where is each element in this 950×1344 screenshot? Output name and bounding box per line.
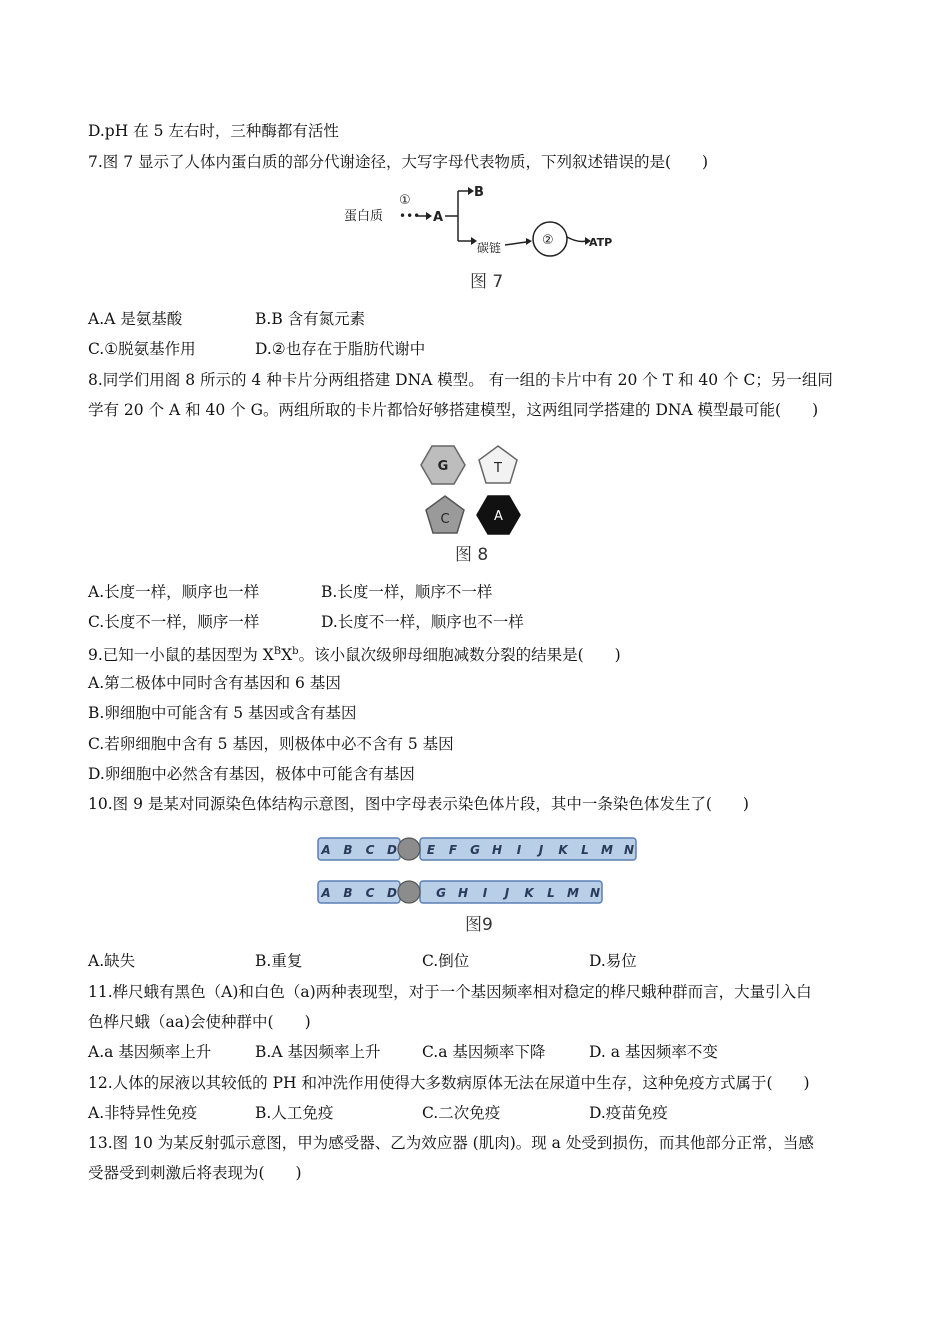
chromosome-1-segment-j: J bbox=[538, 843, 544, 857]
q7-stem: 7.图 7 显示了人体内蛋白质的部分代谢途径，大写字母代表物质，下列叙述错误的是( ) bbox=[88, 153, 709, 171]
q12-stem: 12.人体的尿液以其较低的 PH 和冲洗作用使得大多数病原体无法在尿道中生存，这种免疫方式属于( ) bbox=[88, 1074, 810, 1092]
fig7-carbon-label: 碳链 bbox=[477, 241, 502, 255]
chromosome-1-segment-m: M bbox=[601, 843, 613, 857]
chromosome-2-segment-n: N bbox=[589, 886, 601, 900]
chromosome-1-segment-c: C bbox=[365, 843, 375, 857]
q7-option-d: D.②也存在于脂肪代谢中 bbox=[255, 340, 426, 358]
chromosome-2-segment-a: A bbox=[321, 886, 331, 900]
chromosome-2-segment-d: D bbox=[387, 886, 397, 900]
q10-option-a: A.缺失 bbox=[88, 952, 136, 970]
q12-option-a: A.非特异性免疫 bbox=[88, 1104, 198, 1122]
q10-stem: 10.图 9 是某对同源染色体结构示意图，图中字母表示染色体片段，其中一条染色体发生了( ) bbox=[88, 795, 749, 813]
chromosome-1-segment-b: B bbox=[343, 843, 353, 857]
chromosome-1-segment-g: G bbox=[470, 843, 480, 857]
chromosome-1-segment-d: D bbox=[387, 843, 397, 857]
q8-stem-line2: 学有 20 个 A 和 40 个 G。两组所取的卡片都恰好够搭建模型，这两组同学搭建的 DNA 模型最可能( ) bbox=[88, 401, 819, 419]
q10-option-b: B.重复 bbox=[255, 952, 303, 970]
q7-option-a: A.A 是氨基酸 bbox=[88, 310, 183, 328]
q11-option-b: B.A 基因频率上升 bbox=[255, 1043, 381, 1061]
q10-option-c: C.倒位 bbox=[422, 952, 470, 970]
q13-stem-line2: 受器受到刺激后将表现为( ) bbox=[88, 1164, 302, 1182]
chromosome-2-segment-m: M bbox=[567, 886, 579, 900]
q10-option-d: D.易位 bbox=[589, 952, 637, 970]
q9-sup-b: b bbox=[292, 646, 299, 657]
chromosome-1-segment-f: F bbox=[448, 843, 458, 857]
chromosome-1-segment-a: A bbox=[321, 843, 331, 857]
q8-option-c: C.长度不一样，顺序一样 bbox=[88, 613, 260, 631]
chromosome-2-segment-b: B bbox=[343, 886, 353, 900]
card-A-label: A bbox=[494, 509, 503, 524]
chromosome-2-segment-l: L bbox=[547, 886, 555, 900]
q7-option-c: C.①脱氨基作用 bbox=[88, 340, 196, 358]
q9-stem-mid: X bbox=[281, 646, 293, 664]
q12-option-b: B.人工免疫 bbox=[255, 1104, 334, 1122]
q9-option-d: D.卵细胞中必然含有基因，极体中可能含有基因 bbox=[88, 765, 415, 783]
fig9-caption: 图9 bbox=[465, 915, 493, 935]
q9-option-a: A.第二极体中同时含有基因和 6 基因 bbox=[88, 674, 341, 692]
chromosome-1-centromere bbox=[398, 838, 420, 860]
q7-option-b: B.B 含有氮元素 bbox=[255, 310, 366, 328]
fig7-A-label: A bbox=[433, 210, 444, 225]
card-T-label: T bbox=[494, 461, 502, 476]
chromosome-2-segment-g: G bbox=[436, 886, 446, 900]
q12-option-d: D.疫苗免疫 bbox=[589, 1104, 668, 1122]
q8-option-b: B.长度一样，顺序不一样 bbox=[321, 583, 493, 601]
q9-sup-B: B bbox=[273, 646, 282, 657]
chromosome-2-segment-k: K bbox=[524, 886, 534, 900]
q12-option-c: C.二次免疫 bbox=[422, 1104, 501, 1122]
fig7-protein-label: 蛋白质 bbox=[344, 209, 384, 224]
q13-stem-line1: 13.图 10 为某反射弧示意图，甲为感受器、乙为效应器 (肌肉)。现 a 处受到损伤，而其他部分正常，当感 bbox=[88, 1134, 814, 1152]
fig7-dots: ••• bbox=[399, 209, 421, 223]
fig7-atp-label: ATP bbox=[589, 236, 613, 249]
chromosome-2-segment-c: C bbox=[365, 886, 375, 900]
q9-option-c: C.若卵细胞中含有 5 基因，则极体中必不含有 5 基因 bbox=[88, 735, 454, 753]
figure-9 bbox=[310, 828, 645, 938]
q11-option-d: D. a 基因频率不变 bbox=[589, 1043, 718, 1061]
chromosome-1-segment-h: H bbox=[491, 843, 503, 857]
q8-option-a: A.长度一样，顺序也一样 bbox=[88, 583, 260, 601]
chromosome-2-segment-j: J bbox=[504, 886, 510, 900]
chromosome-2-segment-h: H bbox=[457, 886, 469, 900]
q9-stem-post: 。该小鼠次级卵母细胞减数分裂的结果是( ) bbox=[298, 646, 621, 664]
fig8-caption: 图 8 bbox=[455, 545, 489, 565]
card-C-label: C bbox=[440, 512, 450, 527]
chromosome-1-segment-i: I bbox=[516, 843, 522, 857]
fig7-step2-label: ② bbox=[542, 233, 554, 248]
card-G-label: G bbox=[437, 459, 449, 474]
q8-option-d: D.长度不一样，顺序也不一样 bbox=[321, 613, 524, 631]
figure-8 bbox=[410, 438, 540, 568]
q8-stem-line1: 8.同学们用阁 8 所示的 4 种卡片分两组搭建 DNA 模型。 有一组的卡片中有 20 个 T 和 40 个 C；另一组同 bbox=[88, 371, 833, 389]
chromosome-1-segment-e: E bbox=[426, 843, 436, 857]
chromosome-2-centromere bbox=[398, 881, 420, 903]
q9-stem-pre: 9.已知一小鼠的基因型为 X bbox=[88, 646, 274, 664]
chromosome-1-segment-k: K bbox=[558, 843, 568, 857]
q9-stem bbox=[88, 642, 621, 665]
q11-option-c: C.a 基因频率下降 bbox=[422, 1043, 546, 1061]
fig7-caption: 图 7 bbox=[470, 272, 504, 292]
chromosome-1-segment-n: N bbox=[623, 843, 635, 857]
chromosome-1-segment-l: L bbox=[581, 843, 589, 857]
q9-option-b: B.卵细胞中可能含有 5 基因或含有基因 bbox=[88, 704, 357, 722]
chromosome-2-segment-i: I bbox=[482, 886, 488, 900]
q6-option-d: D.pH 在 5 左右时，三种酶都有活性 bbox=[88, 122, 339, 140]
figure-7 bbox=[330, 183, 630, 295]
fig7-B-label: B bbox=[474, 185, 484, 200]
fig7-step1-label: ① bbox=[399, 193, 411, 208]
q11-stem-line1: 11.桦尺蛾有黑色（A)和白色（a)两种表现型，对于一个基因频率相对稳定的桦尺蛾种群而言，大量引入白 bbox=[88, 983, 812, 1001]
q11-option-a: A.a 基因频率上升 bbox=[88, 1043, 212, 1061]
q11-stem-line2: 色桦尺蛾（aa)会使种群中( ) bbox=[88, 1013, 311, 1031]
